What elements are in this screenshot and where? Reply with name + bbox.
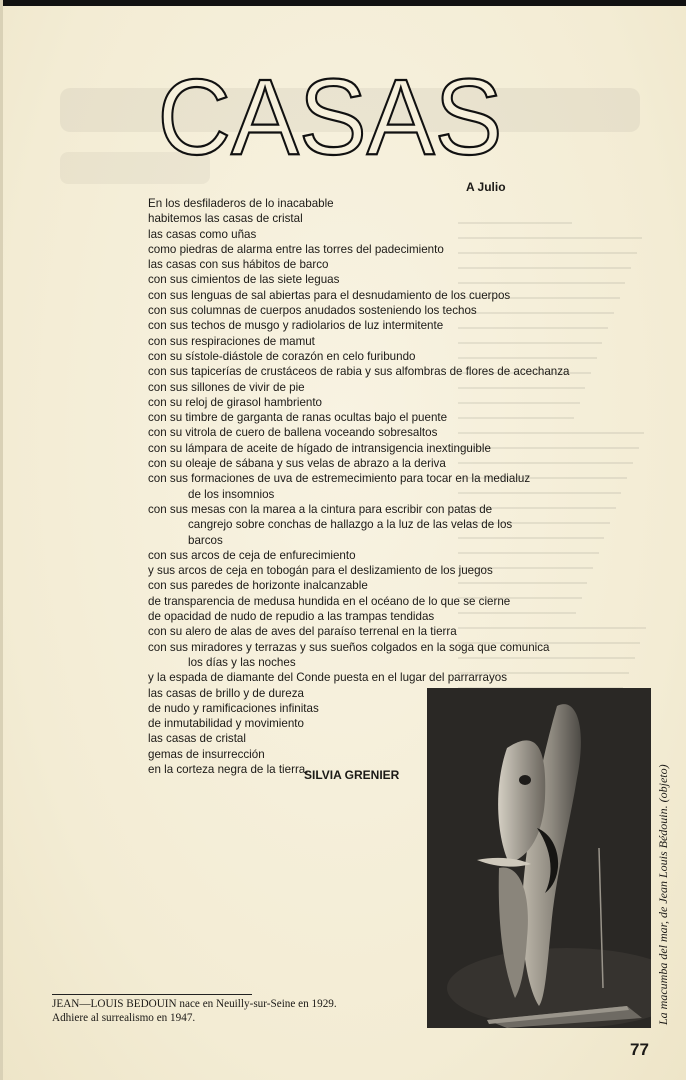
poem-line: cangrejo sobre conchas de hallazgo a la luz de las velas de los xyxy=(188,518,513,532)
poem-line: En los desfiladeros de lo inacabable xyxy=(148,197,334,210)
poem-line: con su oleaje de sábana y sus velas de abrazo a la deriva xyxy=(148,457,446,471)
poem-line: con su vitrola de cuero de ballena voceando sobresaltos xyxy=(148,426,438,440)
poem-line: con su timbre de garganta de ranas ocultas bajo el puente xyxy=(148,411,448,425)
poem-line: con sus paredes de horizonte inalcanzable xyxy=(148,579,368,593)
poem-line: con sus arcos de ceja de enfurecimiento xyxy=(148,548,356,562)
page-number: 77 xyxy=(630,1040,649,1059)
poem-line: con sus tapicerías de crustáceos de rabia y sus alfombras de flores de acechanza xyxy=(148,365,570,379)
poem-line: las casas de cristal xyxy=(148,732,246,746)
title-text: CASAS xyxy=(157,58,503,168)
poem-line: con sus miradores y terrazas y sus sueños colgados en la soga que comunica xyxy=(148,640,550,654)
bio-line-1: JEAN—LOUIS BEDOUIN nace en Neuilly-sur-Seine en 1929. xyxy=(52,998,337,1010)
sculpture-image xyxy=(427,688,651,1028)
top-edge-bar xyxy=(0,0,686,6)
poem-line: con su alero de alas de aves del paraíso terrenal en la tierra xyxy=(148,625,457,639)
poem-line: con sus mesas con la marea a la cintura para escribir con patas de xyxy=(148,502,493,516)
poem-line: con sus formaciones de uva de estremecimiento para tocar en la medialuz xyxy=(148,472,531,486)
poem-line: con sus lenguas de sal abiertas para el desnudamiento de los cuerpos xyxy=(148,288,511,302)
poem-line: las casas de brillo y de dureza xyxy=(148,686,304,700)
poem-line: habitemos las casas de cristal xyxy=(148,212,303,226)
poem-line: de inmutabilidad y movimiento xyxy=(148,717,304,731)
left-page-edge xyxy=(0,0,3,1080)
poem-dedication: A Julio xyxy=(466,180,506,194)
poem-line: con su reloj de girasol hambriento xyxy=(148,395,323,409)
photo-caption: La macumba del mar, de Jean Louis Bédouin. (objeto) xyxy=(656,764,670,1025)
poem-line: las casas con sus hábitos de barco xyxy=(148,258,329,272)
footnote-rule xyxy=(52,994,252,995)
bio-line-2: Adhiere al surrealismo en 1947. xyxy=(52,1011,196,1024)
poem-line: como piedras de alarma entre las torres del padecimiento xyxy=(148,242,444,256)
poem-line: y la espada de diamante del Conde puesta en el lugar del parrarrayos xyxy=(148,671,507,685)
sculpture-photo xyxy=(427,688,651,1028)
poem-author: SILVIA GRENIER xyxy=(304,768,400,782)
poem-line: con sus respiraciones de mamut xyxy=(148,334,315,348)
poem-line: con sus techos de musgo y radiolarios de luz intermitente xyxy=(148,319,444,333)
poem-line: en la corteza negra de la tierra. xyxy=(148,762,309,776)
poem-line: de transparencia de medusa hundida en el océano de lo que se cierne xyxy=(148,594,511,608)
poem-line: con sus cimientos de las siete leguas xyxy=(148,273,340,287)
author-bio-footnote xyxy=(52,998,392,1025)
poem-line: con su sístole-diástole de corazón en celo furibundo xyxy=(148,349,416,363)
poem-line: gemas de insurrección xyxy=(148,747,265,761)
page-title xyxy=(150,58,510,168)
poem-line: y sus arcos de ceja en tobogán para el deslizamiento de los juegos xyxy=(148,564,493,578)
poem-line: con sus columnas de cuerpos anudados sosteniendo los techos xyxy=(148,304,477,318)
poem-line: barcos xyxy=(188,533,223,547)
poem-line: de nudo y ramificaciones infinitas xyxy=(148,701,319,715)
poem-line: de opacidad de nudo de repudio a las trampas tendidas xyxy=(148,610,435,624)
poem-line: de los insomnios xyxy=(188,487,275,501)
poem-line: con sus sillones de vivir de pie xyxy=(148,380,305,394)
poem-line: los días y las noches xyxy=(188,655,296,669)
poem-line: con su lámpara de aceite de hígado de intransigencia inextinguible xyxy=(148,441,491,455)
poem-line: las casas como uñas xyxy=(148,227,257,241)
